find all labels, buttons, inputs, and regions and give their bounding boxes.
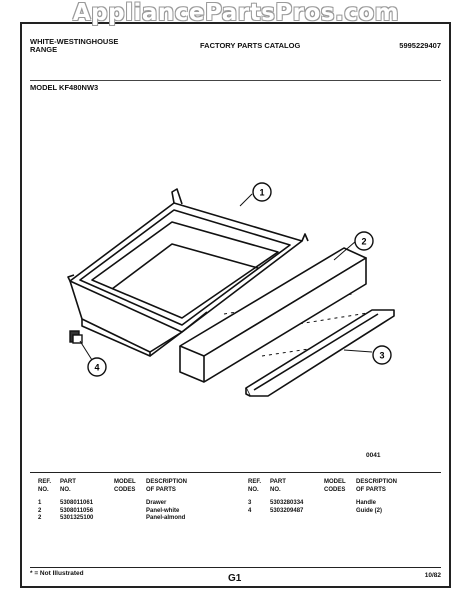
table-row bbox=[248, 500, 438, 508]
parts-table bbox=[30, 472, 441, 568]
row-desc: Drawer bbox=[146, 500, 167, 506]
row-model bbox=[324, 508, 356, 516]
row-ref: 2 bbox=[38, 515, 42, 521]
table-header bbox=[248, 479, 438, 494]
header-description: DESCRIPTION OF PARTS bbox=[146, 479, 188, 493]
header-ref: REF. NO. bbox=[38, 479, 52, 493]
row-model bbox=[114, 508, 146, 516]
header-part: PART NO. bbox=[60, 479, 76, 493]
table-row bbox=[38, 515, 228, 523]
row-desc: Guide (2) bbox=[356, 507, 383, 514]
parts-table-right bbox=[248, 479, 438, 515]
header-ref: REF. NO. bbox=[248, 479, 262, 493]
catalog-number: 5995229407 bbox=[399, 41, 441, 50]
row-model bbox=[114, 500, 146, 508]
row-part: 5308011056 bbox=[60, 507, 94, 514]
parts-table-left bbox=[38, 479, 228, 523]
row-desc: Panel-almond bbox=[146, 515, 186, 521]
callout-number: 2 bbox=[361, 236, 367, 247]
callout-number: 4 bbox=[94, 362, 100, 373]
brand-line-2: RANGE bbox=[30, 45, 58, 54]
header-part: PART NO. bbox=[270, 479, 286, 493]
catalog-title: FACTORY PARTS CATALOG bbox=[200, 41, 301, 50]
header-rule bbox=[30, 80, 441, 81]
row-part: 5301325100 bbox=[60, 515, 94, 521]
callout-number: 3 bbox=[379, 350, 385, 361]
figure-code: 0041 bbox=[366, 452, 381, 459]
exploded-parts-diagram bbox=[22, 94, 449, 424]
header-model: MODEL CODES bbox=[114, 479, 136, 493]
row-desc: Panel-white bbox=[146, 507, 180, 514]
callout-3 bbox=[373, 346, 391, 364]
row-model bbox=[114, 515, 146, 523]
header-description: DESCRIPTION OF PARTS bbox=[356, 479, 398, 493]
watermark: AppliancePartsPros.com bbox=[72, 0, 400, 26]
callout-number: 1 bbox=[259, 187, 265, 198]
brand-line-1: WHITE-WESTINGHOUSE bbox=[30, 37, 119, 46]
page-label: G1 bbox=[228, 573, 242, 584]
callout-2 bbox=[355, 232, 373, 250]
model-label: MODEL KF480NW3 bbox=[30, 83, 99, 92]
table-row bbox=[38, 508, 228, 516]
footnote: * = Not Illustrated bbox=[30, 570, 84, 577]
row-part: 5308011061 bbox=[60, 500, 94, 506]
row-ref: 1 bbox=[38, 500, 42, 506]
table-row bbox=[38, 500, 228, 508]
row-desc: Handle bbox=[356, 500, 377, 506]
row-model bbox=[324, 500, 356, 508]
row-ref: 2 bbox=[38, 507, 42, 514]
revision-date: 10/82 bbox=[424, 572, 441, 579]
table-header bbox=[38, 479, 228, 494]
row-part: 5303280334 bbox=[270, 500, 304, 506]
row-ref: 4 bbox=[248, 507, 252, 514]
parts-catalog-page bbox=[20, 22, 451, 588]
brand-label bbox=[30, 38, 140, 54]
callout-1 bbox=[253, 183, 271, 201]
row-ref: 3 bbox=[248, 500, 252, 506]
header-model: MODEL CODES bbox=[324, 479, 346, 493]
table-row bbox=[248, 508, 438, 516]
callout-4 bbox=[88, 358, 106, 376]
row-part: 5303209487 bbox=[270, 507, 304, 514]
